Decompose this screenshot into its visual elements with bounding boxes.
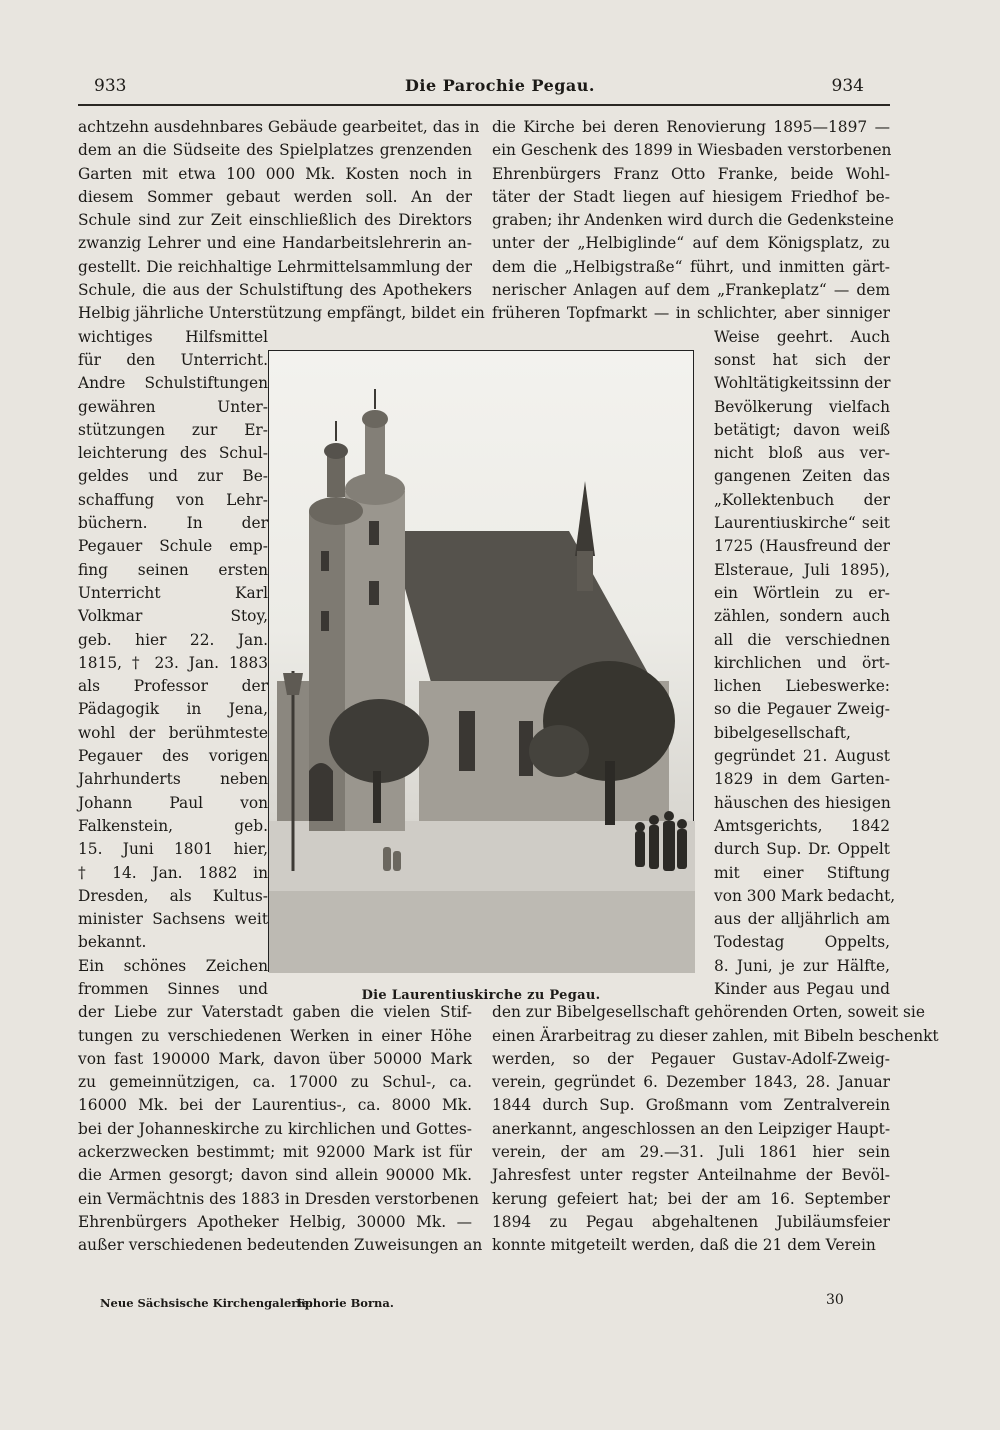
text-line: wohl der berühmteste: [78, 723, 268, 742]
text-line: Johann Paul von: [78, 793, 268, 812]
text-line: Pegauer des vorigen: [78, 747, 268, 766]
text-line: Weise geehrt. Auch: [714, 327, 890, 346]
text-line: ackerzwecken bestimmt; mit 92000 Mark ist für: [78, 1143, 472, 1162]
text-line: 1829 in dem Garten-: [714, 770, 890, 789]
text-line: geldes und zur Be-: [78, 467, 268, 486]
left-page-number: 933: [94, 76, 127, 96]
right-column-top: [492, 116, 894, 326]
text-line: Schule, die aus der Schulstiftung des Apothekers: [78, 281, 472, 300]
text-line: Elsteraue, Juli 1895),: [714, 560, 890, 579]
text-line: diesem Sommer gebaut werden soll. An der: [78, 187, 472, 206]
left-column-top: [78, 116, 485, 326]
text-line: Volkmar Stoy,: [78, 607, 268, 626]
text-line: Falkenstein, geb.: [78, 816, 268, 835]
text-line: 1815, † 23. Jan. 1883: [78, 653, 268, 672]
figure-caption: Die Laurentiuskirche zu Pegau.: [361, 988, 601, 1003]
text-line: so die Pegauer Zweig-: [714, 700, 890, 719]
text-line: früheren Topfmarkt — in schlichter, aber sinniger: [492, 304, 890, 323]
text-line: 1725 (Hausfreund der: [714, 537, 890, 556]
text-line: außer verschiedenen bedeutenden Zuweisungen an: [78, 1236, 483, 1255]
text-line: als Professor der: [78, 677, 268, 696]
text-line: gegründet 21. August: [714, 747, 890, 766]
text-line: büchern. In der: [78, 514, 268, 533]
text-line: ein Geschenk des 1899 in Wiesbaden verstorbenen: [492, 141, 892, 160]
text-line: frommen Sinnes und: [78, 979, 268, 998]
text-line: einen Ärarbeitrag zu dieser zahlen, mit Bibeln beschenkt: [492, 1026, 939, 1045]
header-rule: [78, 104, 890, 106]
text-line: „Kollektenbuch der: [714, 490, 890, 509]
footer-ephorie: Ephorie Borna.: [296, 1296, 394, 1310]
text-line: Jahrhunderts neben: [78, 770, 268, 789]
text-line: betätigt; davon weiß: [714, 420, 890, 439]
text-line: stützungen zur Er-: [78, 420, 268, 439]
text-line: Todestag Oppelts,: [714, 933, 890, 952]
text-line: dem an die Südseite des Spielplatzes grenzenden: [78, 141, 472, 160]
text-line: wichtiges Hilfsmittel: [78, 327, 268, 346]
text-line: fing seinen ersten: [78, 560, 268, 579]
text-line: Andre Schulstiftungen: [78, 374, 268, 393]
text-line: Unterricht Karl: [78, 583, 268, 602]
text-line: Amtsgerichts, 1842: [714, 816, 890, 835]
footer-publication: Neue Sächsische Kirchengalerie.: [100, 1296, 314, 1310]
text-line: von 300 Mark bedacht,: [714, 886, 896, 905]
text-line: geb. hier 22. Jan.: [78, 630, 268, 649]
text-line: graben; ihr Andenken wird durch die Gedenksteine: [492, 211, 894, 230]
text-line: täter der Stadt liegen auf hiesigem Friedhof be-: [492, 187, 890, 206]
text-line: unter der „Helbiglinde“ auf dem Königsplatz, zu: [492, 234, 890, 253]
text-line: ein Wörtlein zu er-: [714, 583, 890, 602]
text-line: kirchlichen und ört-: [714, 653, 890, 672]
text-line: 15. Juni 1801 hier,: [78, 840, 268, 859]
text-line: bekannt.: [78, 933, 147, 952]
text-line: den zur Bibelgesellschaft gehörenden Orten, soweit sie: [492, 1003, 925, 1022]
text-line: die Armen gesorgt; davon sind allein 90000 Mk.: [78, 1166, 472, 1185]
text-line: aus der alljährlich am: [714, 910, 890, 929]
text-line: häuschen des hiesigen: [714, 793, 891, 812]
text-line: bei der Johanneskirche zu kirchlichen und Gottes-: [78, 1119, 472, 1138]
text-line: anerkannt, angeschlossen an den Leipziger Haupt-: [492, 1119, 891, 1138]
text-line: Dresden, als Kultus-: [78, 886, 268, 905]
text-line: mit einer Stiftung: [714, 863, 890, 882]
text-line: gewähren Unter-: [78, 397, 268, 416]
text-line: gestellt. Die reichhaltige Lehrmittelsammlung der: [78, 257, 472, 276]
text-line: konnte mitgeteilt werden, daß die 21 dem Verein: [492, 1236, 876, 1255]
right-column-bottom: [492, 1001, 939, 1257]
text-line: die Kirche bei deren Renovierung 1895—1897 —: [492, 118, 890, 136]
text-line: zählen, sondern auch: [714, 607, 890, 626]
text-line: lichen Liebeswerke:: [714, 677, 890, 696]
text-line: 1894 zu Pegau abgehaltenen Jubiläumsfeier: [492, 1212, 890, 1231]
text-line: für den Unterricht.: [78, 350, 268, 369]
church-illustration: [269, 351, 695, 973]
text-line: verein, der am 29.—31. Juli 1861 hier sein: [492, 1143, 890, 1162]
text-line: 16000 Mk. bei der Laurentius-, ca. 8000 Mk.: [78, 1096, 472, 1115]
text-line: nerischer Anlagen auf dem „Frankeplatz“ — dem: [492, 281, 890, 300]
text-line: 8. Juni, je zur Hälfte,: [714, 956, 890, 975]
church-photograph: [268, 350, 694, 972]
text-line: zwanzig Lehrer und eine Handarbeitslehrerin an-: [78, 234, 472, 253]
text-line: Laurentiuskirche“ seit: [714, 514, 890, 533]
text-line: Helbig jährliche Unterstützung empfängt, bildet ein: [78, 304, 485, 323]
text-line: Schule sind zur Zeit einschließlich des Direktors: [78, 211, 472, 230]
text-line: bibelgesellschaft,: [714, 723, 851, 742]
text-line: werden, so der Pegauer Gustav-Adolf-Zweig-: [492, 1049, 890, 1068]
text-line: Kinder aus Pegau und: [714, 979, 890, 998]
text-line: von fast 190000 Mark, davon über 50000 Mark: [78, 1049, 472, 1068]
text-line: Wohltätigkeitssinn der: [714, 374, 891, 393]
text-line: Ehrenbürgers Apotheker Helbig, 30000 Mk. —: [78, 1212, 472, 1231]
text-line: durch Sup. Dr. Oppelt: [714, 840, 890, 859]
signature-number: 30: [826, 1292, 844, 1308]
text-line: minister Sachsens weit: [78, 910, 268, 929]
text-line: ein Vermächtnis des 1883 in Dresden verstorbenen: [78, 1189, 479, 1208]
text-line: 1844 durch Sup. Großmann vom Zentralverein: [492, 1096, 890, 1115]
text-line: Ehrenbürgers Franz Otto Franke, beide Wohl-: [492, 164, 890, 183]
text-line: schaffung von Lehr-: [78, 490, 268, 509]
text-line: Garten mit etwa 100 000 Mk. Kosten noch in: [78, 164, 472, 183]
text-line: der Liebe zur Vaterstadt gaben die vielen Stif-: [78, 1003, 472, 1022]
text-line: Jahresfest unter regster Anteilnahme der Bevöl-: [492, 1166, 890, 1185]
text-line: achtzehn ausdehnbares Gebäude gearbeitet, das in: [78, 118, 480, 136]
text-line: leichterung des Schul-: [78, 444, 268, 463]
right-page-number: 934: [831, 76, 864, 96]
text-line: Bevölkerung vielfach: [714, 397, 890, 416]
text-line: Pegauer Schule emp-: [78, 537, 268, 556]
text-line: kerung gefeiert hat; bei der am 16. September: [492, 1189, 890, 1208]
left-column-bottom: [78, 1001, 483, 1257]
text-line: gangenen Zeiten das: [714, 467, 890, 486]
text-line: verein, gegründet 6. Dezember 1843, 28. Januar: [492, 1073, 890, 1092]
text-line: Pädagogik in Jena,: [78, 700, 268, 719]
text-line: zu gemeinnützigen, ca. 17000 zu Schul-, ca.: [78, 1073, 472, 1092]
text-line: nicht bloß aus ver-: [714, 444, 890, 463]
running-title: Die Parochie Pegau.: [404, 76, 595, 95]
text-line: sonst hat sich der: [714, 350, 890, 369]
text-line: all die verschiednen: [714, 630, 890, 649]
text-line: † 14. Jan. 1882 in: [78, 863, 268, 882]
text-line: Ein schönes Zeichen: [78, 956, 268, 975]
text-line: tungen zu verschiedenen Werken in einer Höhe: [78, 1026, 472, 1045]
text-line: dem die „Helbigstraße“ führt, und inmitten gärt-: [492, 257, 890, 276]
